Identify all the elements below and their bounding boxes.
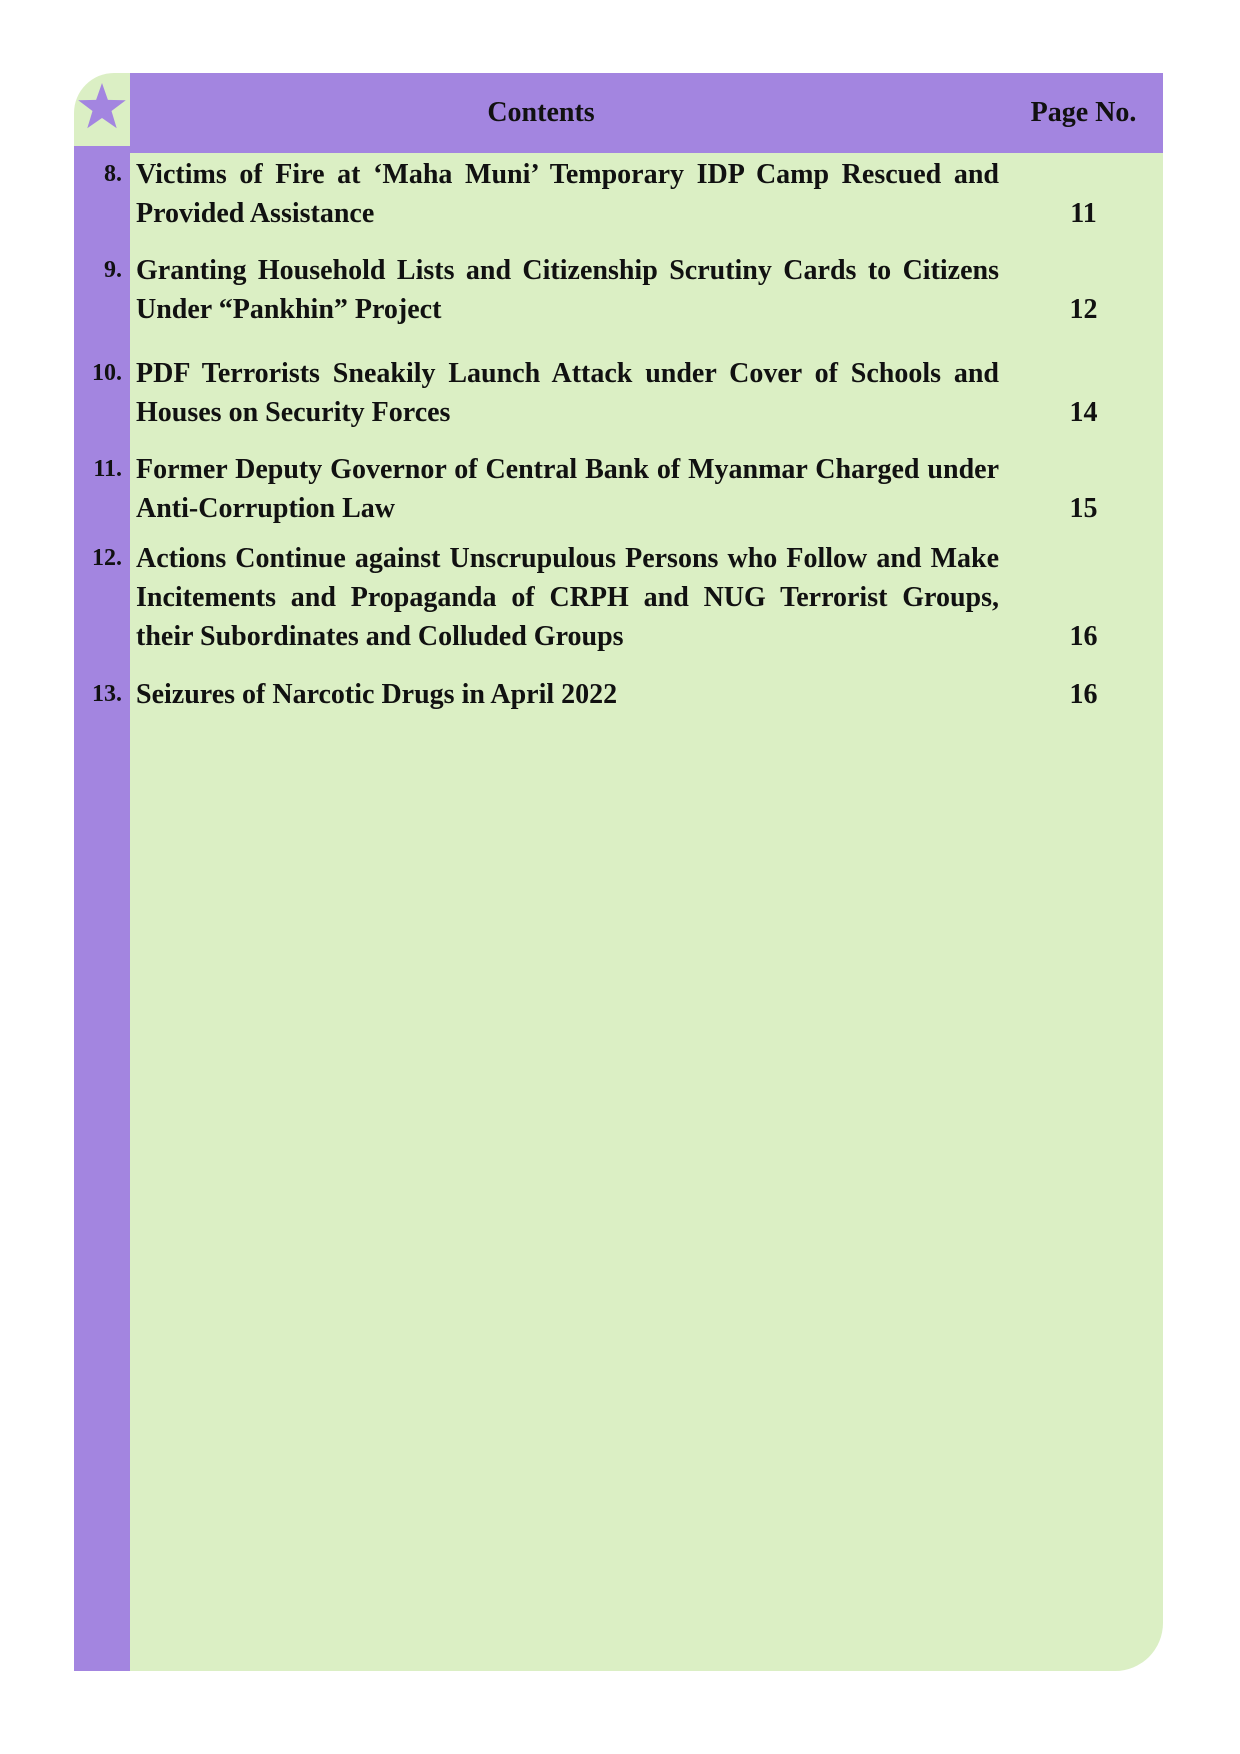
entry-title: Granting Household Lists and Citizenship Scrutiny Cards to Citizens Under “Pankhin” Project <box>136 255 999 325</box>
page-no-heading: Page No. <box>1030 97 1137 128</box>
entry-number: 13. <box>92 681 122 707</box>
contents-heading: Contents <box>487 97 595 128</box>
entry-page-number: 16 <box>1069 621 1098 652</box>
entry-title: Seizures of Narcotic Drugs in April 2022 <box>136 679 618 710</box>
entry-page-number: 15 <box>1069 493 1098 524</box>
entry-number: 8. <box>104 161 122 187</box>
entry-number: 12. <box>92 545 122 571</box>
entry-number: 9. <box>104 257 122 283</box>
entry-number: 10. <box>92 360 122 386</box>
entry-number: 11. <box>93 456 122 482</box>
entry-page-number: 12 <box>1069 294 1098 325</box>
entry-title: PDF Terrorists Sneakily Launch Attack under Cover of Schools and Houses on Security Forces <box>136 358 999 428</box>
entry-title: Victims of Fire at ‘Maha Muni’ Temporary IDP Camp Rescued and Provided Assistance <box>136 159 999 229</box>
star-icon <box>77 81 127 131</box>
entry-title: Actions Continue against Unscrupulous Persons who Follow and Make Incitements and Propaganda of CRPH and NUG Terrorist Groups, their Subordinates and Colluded Groups <box>136 543 999 652</box>
entry-page-number: 11 <box>1070 198 1097 229</box>
contents-panel <box>74 73 1163 1671</box>
entry-page-number: 16 <box>1069 679 1098 710</box>
entry-title: Former Deputy Governor of Central Bank of Myanmar Charged under Anti-Corruption Law <box>136 454 999 524</box>
entry-page-number: 14 <box>1069 397 1098 428</box>
